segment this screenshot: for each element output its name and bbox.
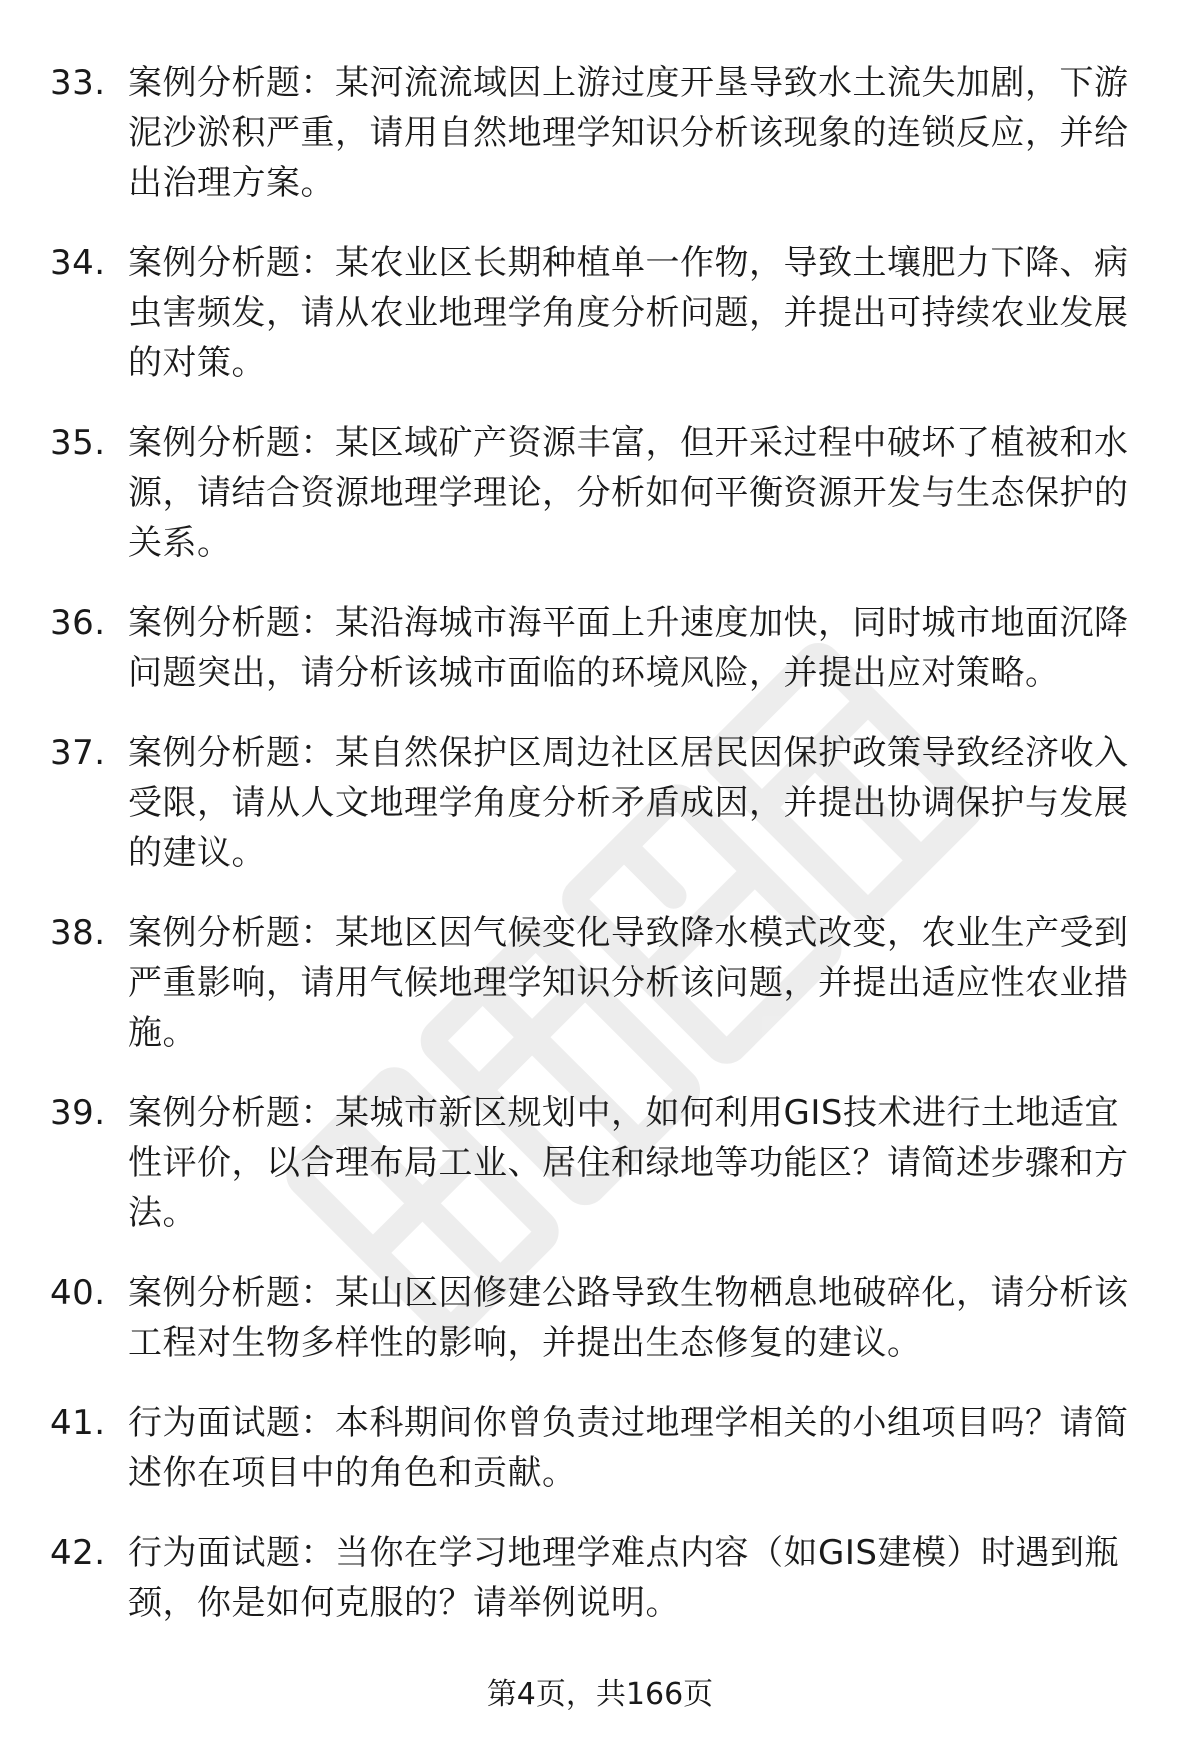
question-text: 案例分析题：某区域矿产资源丰富，但开采过程中破坏了植被和水源，请结合资源地理学理论，分析如何平衡资源开发与生态保护的关系。 bbox=[128, 423, 1129, 563]
list-item bbox=[50, 1398, 1140, 1498]
question-number: 41. bbox=[50, 1403, 106, 1443]
question-text: 案例分析题：某山区因修建公路导致生物栖息地破碎化，请分析该工程对生物多样性的影响，并提出生态修复的建议。 bbox=[128, 1273, 1129, 1363]
question-text: 案例分析题：某地区因气候变化导致降水模式改变，农业生产受到严重影响，请用气候地理学知识分析该问题，并提出适应性农业措施。 bbox=[128, 913, 1129, 1053]
list-item bbox=[50, 598, 1140, 698]
question-number: 37. bbox=[50, 733, 106, 773]
question-number: 35. bbox=[50, 423, 106, 463]
question-text: 案例分析题：某城市新区规划中，如何利用GIS技术进行土地适宜性评价，以合理布局工业、居住和绿地等功能区？请简述步骤和方法。 bbox=[128, 1093, 1129, 1233]
question-text: 案例分析题：某农业区长期种植单一作物，导致土壤肥力下降、病虫害频发，请从农业地理学角度分析问题，并提出可持续农业发展的对策。 bbox=[128, 243, 1129, 383]
question-number: 40. bbox=[50, 1273, 106, 1313]
question-text: 行为面试题：当你在学习地理学难点内容（如GIS建模）时遇到瓶颈，你是如何克服的？请举例说明。 bbox=[128, 1533, 1119, 1623]
question-number: 33. bbox=[50, 63, 106, 103]
question-text: 案例分析题：某河流流域因上游过度开垦导致水土流失加剧，下游泥沙淤积严重，请用自然地理学知识分析该现象的连锁反应，并给出治理方案。 bbox=[128, 63, 1129, 203]
list-item bbox=[50, 1528, 1140, 1628]
question-number: 39. bbox=[50, 1093, 106, 1133]
question-number: 38. bbox=[50, 913, 106, 953]
question-text: 案例分析题：某沿海城市海平面上升速度加快，同时城市地面沉降问题突出，请分析该城市面临的环境风险，并提出应对策略。 bbox=[128, 603, 1129, 693]
list-item bbox=[50, 1088, 1140, 1238]
list-item bbox=[50, 728, 1140, 878]
question-number: 36. bbox=[50, 603, 106, 643]
list-item bbox=[50, 238, 1140, 388]
list-item bbox=[50, 908, 1140, 1058]
list-item bbox=[50, 58, 1140, 208]
question-text: 案例分析题：某自然保护区周边社区居民因保护政策导致经济收入受限，请从人文地理学角度分析矛盾成因，并提出协调保护与发展的建议。 bbox=[128, 733, 1129, 873]
page-footer bbox=[0, 1675, 1200, 1715]
list-item bbox=[50, 418, 1140, 568]
list-item bbox=[50, 1268, 1140, 1368]
question-list bbox=[50, 58, 1140, 1658]
question-number: 34. bbox=[50, 243, 106, 283]
question-number: 42. bbox=[50, 1533, 106, 1573]
question-text: 行为面试题：本科期间你曾负责过地理学相关的小组项目吗？请简述你在项目中的角色和贡献。 bbox=[128, 1403, 1129, 1493]
page-number-label: 第4页，共166页 bbox=[486, 1677, 714, 1712]
